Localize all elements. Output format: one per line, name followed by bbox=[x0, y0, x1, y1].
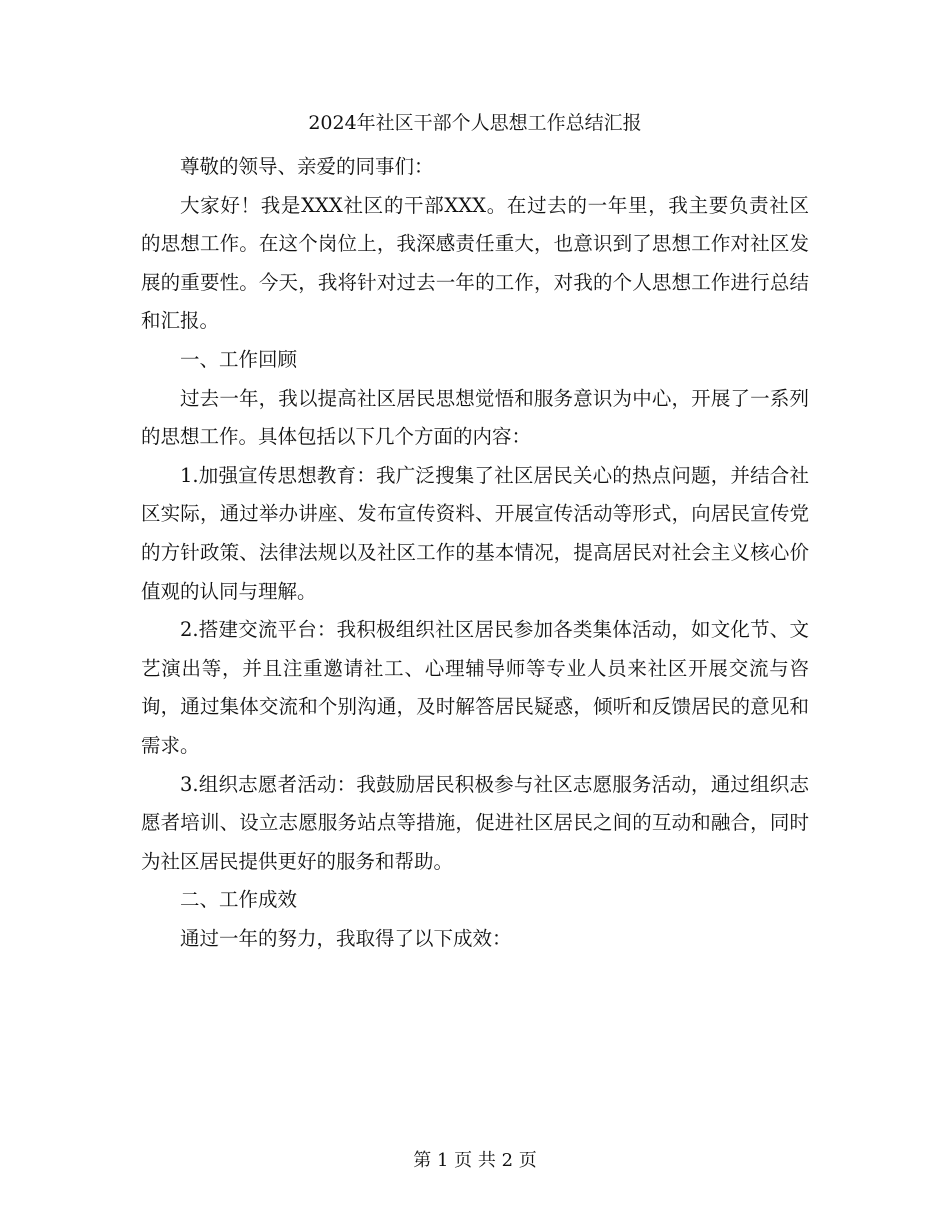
page-number: 第 1 页 共 2 页 bbox=[413, 1150, 537, 1171]
list-item-propaganda: 1.加强宣传思想教育：我广泛搜集了社区居民关心的热点问题，并结合社区实际，通过举办讲座、发布宣传资料、开展宣传活动等形式，向居民宣传党的方针政策、法律法规以及社区工作的基本情况，提高居民对社会主义核心价值观的认同与理解。 bbox=[141, 463, 809, 603]
list-item-platform: 2.搭建交流平台：我积极组织社区居民参加各类集体活动，如文化节、文艺演出等，并且注重邀请社工、心理辅导师等专业人员来社区开展交流与咨询，通过集体交流和个别沟通，及时解答居民疑惑，倾听和反馈居民的意见和需求。 bbox=[141, 618, 809, 757]
results-paragraph: 通过一年的努力，我取得了以下成效： bbox=[180, 926, 512, 950]
intro-paragraph: 大家好！我是XXX社区的干部XXX。在过去的一年里，我主要负责社区的思想工作。在这个岗位上，我深感责任重大，也意识到了思想工作对社区发展的重要性。今天，我将针对过去一年的工作，对我的个人思想工作进行总结和汇报。 bbox=[141, 193, 809, 333]
salutation: 尊敬的领导、亲爱的同事们： bbox=[180, 155, 434, 178]
list-item-volunteer: 3.组织志愿者活动：我鼓励居民积极参与社区志愿服务活动，通过组织志愿者培训、设立志愿服务站点等措施，促进社区居民之间的互动和融合，同时为社区居民提供更好的服务和帮助。 bbox=[141, 772, 809, 873]
document-title: 2024年社区干部个人思想工作总结汇报 bbox=[308, 112, 642, 134]
document-body bbox=[141, 148, 809, 958]
section-heading-results: 二、工作成效 bbox=[180, 888, 298, 912]
section-heading-review: 一、工作回顾 bbox=[180, 347, 298, 371]
review-paragraph: 过去一年，我以提高社区居民思想觉悟和服务意识为中心，开展了一系列的思想工作。具体包括以下几个方面的内容： bbox=[141, 386, 809, 449]
